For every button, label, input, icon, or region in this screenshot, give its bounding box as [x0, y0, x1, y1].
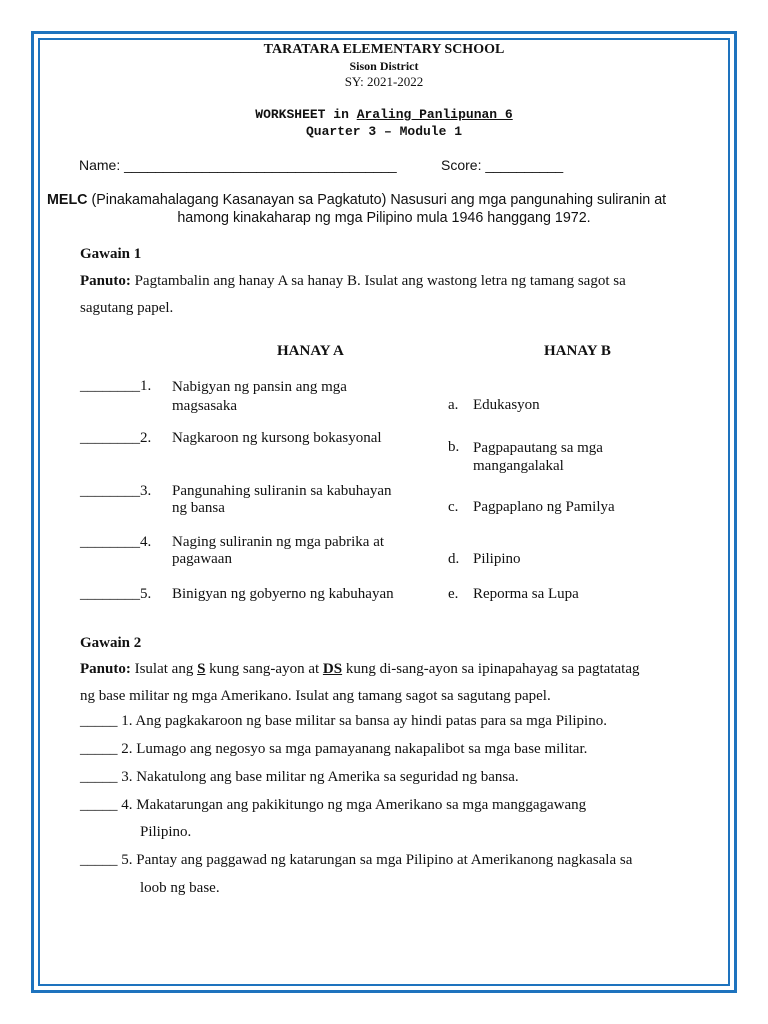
- name-field[interactable]: [79, 157, 397, 173]
- choice-a-text: Edukasyon: [473, 397, 540, 413]
- gawain2-instruction-2: ng base militar ng mga Amerikano. Isulat ang tamang sagot sa sagutang papel.: [80, 688, 551, 704]
- gawain2-item-5-cont: loob ng base.: [140, 880, 220, 896]
- choice-c-text: Pagpaplano ng Pamilya: [473, 499, 615, 515]
- answer-blank[interactable]: ________: [80, 378, 140, 394]
- gawain2-item-2: [80, 741, 587, 758]
- answer-blank[interactable]: _____: [80, 852, 118, 868]
- score-field[interactable]: [441, 157, 563, 173]
- score-blank: __________: [485, 157, 564, 173]
- item-text: Pangunahing suliranin sa kabuhayan: [172, 483, 392, 499]
- statement-text: 3. Nakatulong ang base militar ng Amerika sa seguridad ng bansa.: [117, 769, 519, 785]
- choice-text-cont: mangangalakal: [473, 458, 564, 474]
- item-text: Nabigyan ng pansin ang mga: [172, 379, 347, 395]
- statement-text: 2. Lumago ang negosyo sa mga pamayanang nakapalibot sa mga base militar.: [117, 741, 588, 757]
- answer-blank[interactable]: _____: [80, 797, 118, 813]
- item-text-cont: pagawaan: [172, 551, 232, 567]
- answer-blank[interactable]: _____: [80, 713, 118, 729]
- instr-text-c: kung di-sang-ayon sa ipinapahayag sa pagtatatag: [342, 661, 640, 677]
- score-label: Score:: [441, 157, 486, 173]
- gawain2-item-3: [80, 769, 519, 786]
- choice-text: Pagpapautang sa mga: [473, 440, 603, 456]
- gawain1-instr-text: Pagtambalin ang hanay A sa hanay B. Isulat ang wastong letra ng tamang sagot sa: [130, 273, 626, 289]
- gawain1-instruction-1: [80, 273, 626, 290]
- answer-blank[interactable]: ________: [80, 483, 140, 499]
- choice-d-text: Pilipino: [473, 551, 521, 567]
- hanay-a-text-1: [172, 378, 347, 416]
- choice-e-letter: e.: [448, 586, 459, 602]
- gawain1-instruction-2: sagutang papel.: [80, 300, 174, 316]
- statement-text: 4. Makatarungan ang pakikitungo ng mga Amerikano sa mga manggagawang: [117, 797, 587, 813]
- item-text-cont: magsasaka: [172, 398, 237, 414]
- hanay-a-item-4: [80, 534, 151, 551]
- answer-blank[interactable]: ________: [80, 586, 140, 602]
- gawain2-panuto: Panuto:: [80, 661, 131, 677]
- hanay-a-item-5: [80, 586, 151, 603]
- answer-blank[interactable]: ________: [80, 430, 140, 446]
- choice-d-letter: d.: [448, 551, 460, 567]
- hanay-a-text-2: Nagkaroon ng kursong bokasyonal: [172, 430, 382, 446]
- school-name: TARATARA ELEMENTARY SCHOOL: [263, 42, 505, 57]
- district-name: Sison District: [349, 59, 419, 73]
- statement-text: 5. Pantay ang paggawad ng katarungan sa mga Pilipino at Amerikanong nagkasala sa: [117, 852, 633, 868]
- choice-a-letter: a.: [448, 397, 459, 413]
- quarter-module: Quarter 3 – Module 1: [305, 124, 463, 139]
- hanay-a-item-3: [80, 483, 151, 500]
- choice-b-letter: b.: [448, 439, 460, 455]
- hanay-a-text-4: [172, 534, 384, 568]
- melc-line-2: hamong kinakaharap ng mga Pilipino mula 1946 hanggang 1972.: [177, 210, 591, 226]
- melc-label: MELC: [47, 192, 88, 208]
- gawain2-item-4: [80, 797, 586, 814]
- choice-b-text: [473, 439, 603, 475]
- item-number: 2.: [140, 430, 152, 446]
- melc-line-1: [47, 192, 666, 208]
- gawain2-instruction-1: [80, 661, 640, 678]
- instr-text-a: Isulat ang: [130, 661, 198, 677]
- worksheet-title: [0, 107, 768, 122]
- item-number: 3.: [140, 483, 152, 499]
- item-text: Naging suliranin ng mga pabrika at: [172, 534, 385, 550]
- s-code: S: [197, 661, 206, 677]
- choice-c-letter: c.: [448, 499, 459, 515]
- item-number: 1.: [140, 378, 152, 394]
- gawain1-title: Gawain 1: [80, 246, 142, 262]
- gawain2-title: Gawain 2: [80, 635, 142, 651]
- name-label: Name:: [79, 157, 125, 173]
- subject-name: Araling Panlipunan 6: [356, 107, 513, 122]
- hanay-a-text-5: Binigyan ng gobyerno ng kabuhayan: [172, 586, 394, 602]
- instr-text-b: kung sang-ayon at: [205, 661, 323, 677]
- hanay-a-text-3: [172, 483, 392, 517]
- item-text-cont: ng bansa: [172, 500, 225, 516]
- school-year: SY: 2021-2022: [344, 74, 424, 89]
- gawain2-item-1: [80, 713, 607, 730]
- gawain2-item-4-cont: Pilipino.: [140, 824, 192, 840]
- hanay-a-item-2: [80, 430, 151, 447]
- melc-text-1: (Pinakamahalagang Kasanayan sa Pagkatuto) Nasusuri ang mga pangunahing suliranin at: [87, 192, 667, 208]
- hanay-a-item-1: [80, 378, 151, 395]
- name-blank: ___________________________________: [124, 157, 397, 173]
- item-number: 4.: [140, 534, 152, 550]
- answer-blank[interactable]: _____: [80, 769, 118, 785]
- choice-e-text: Reporma sa Lupa: [473, 586, 579, 602]
- answer-blank[interactable]: ________: [80, 534, 140, 550]
- hanay-b-header: HANAY B: [544, 343, 611, 359]
- answer-blank[interactable]: _____: [80, 741, 118, 757]
- hanay-a-header: HANAY A: [277, 343, 344, 359]
- gawain2-item-5: [80, 852, 632, 869]
- ds-code: DS: [322, 661, 343, 677]
- gawain1-panuto: Panuto:: [80, 273, 131, 289]
- worksheet-prefix: WORKSHEET in: [255, 107, 357, 122]
- statement-text: 1. Ang pagkakaroon ng base militar sa bansa ay hindi patas para sa mga Pilipino.: [117, 713, 607, 729]
- item-number: 5.: [140, 586, 152, 602]
